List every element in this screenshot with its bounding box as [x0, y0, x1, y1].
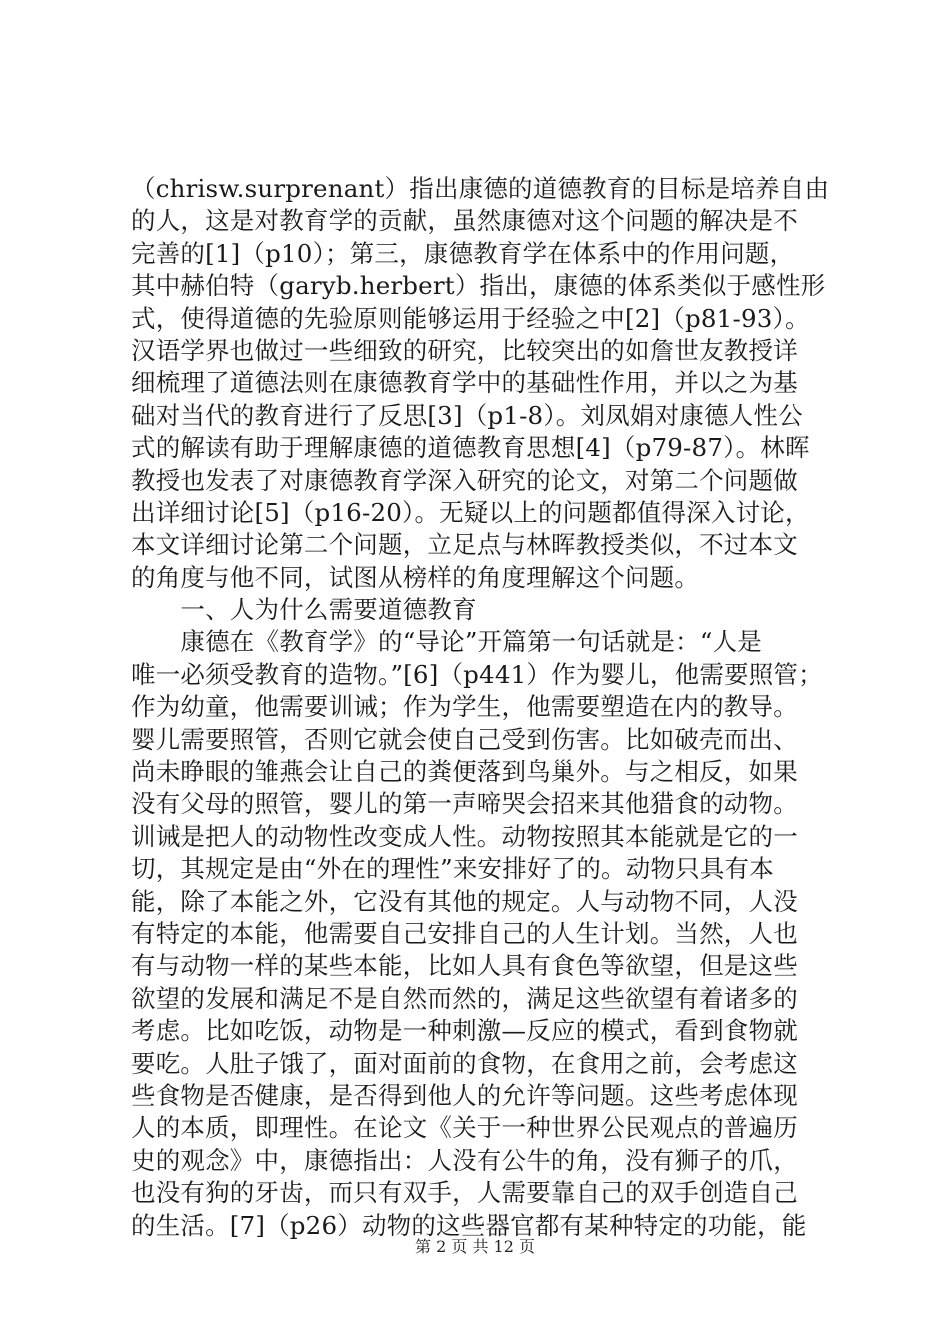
text-line: 式，使得道德的先验原则能够运用于经验之中[2]（p81-93）。: [131, 303, 810, 333]
text-line: 其中赫伯特（garyb.herbert）指出，康德的体系类似于感性形: [131, 271, 826, 301]
text-line: 考虑。比如吃饭，动物是一种刺激—反应的模式，看到食物就: [131, 1016, 798, 1046]
text-line: 的生活。[7]（p26）动物的这些器官都有某种特定的功能，能: [131, 1210, 807, 1240]
text-line: 有与动物一样的某些本能，比如人具有食色等欲望，但是这些: [131, 951, 798, 981]
text-line: 要吃。人肚子饿了，面对面前的食物，在食用之前，会考虑这: [131, 1048, 798, 1078]
text-line: 教授也发表了对康德教育学深入研究的论文，对第二个问题做: [131, 465, 798, 495]
text-line: 切，其规定是由“外在的理性”来安排好了的。动物只具有本: [131, 854, 774, 884]
text-line: 也没有狗的牙齿，而只有双手，人需要靠自己的双手创造自己: [131, 1178, 798, 1208]
text-line: 出详细讨论[5]（p16-20）。无疑以上的问题都值得深入讨论，: [131, 497, 810, 527]
text-line: 婴儿需要照管，否则它就会使自己受到伤害。比如破壳而出、: [131, 724, 798, 754]
text-line: 唯一必须受教育的造物。”[6]（p441）作为婴儿，他需要照管；: [131, 659, 823, 689]
body-text: [131, 173, 841, 1242]
text-line: 式的解读有助于理解康德的道德教育思想[4]（p79-87）。林晖: [131, 433, 810, 463]
text-line: （chrisw.surprenant）指出康德的道德教育的目标是培养自由: [131, 174, 830, 203]
text-line: 本文详细讨论第二个问题，立足点与林晖教授类似，不过本文: [131, 530, 798, 560]
text-line: 的角度与他不同，试图从榜样的角度理解这个问题。: [131, 562, 700, 592]
page-footer: 第 2 页 共 12 页: [415, 1237, 535, 1256]
text-line: 有特定的本能，他需要自己安排自己的人生计划。当然，人也: [131, 918, 798, 948]
text-line: 的人，这是对教育学的贡献，虽然康德对这个问题的解决是不: [131, 206, 798, 236]
text-line: 些食物是否健康，是否得到他人的允许等问题。这些考虑体现: [131, 1080, 798, 1110]
section-heading: 一、人为什么需要道德教育: [131, 595, 477, 625]
text-line: 完善的[1]（p10）；第三，康德教育学在体系中的作用问题，: [131, 238, 795, 268]
text-line: 能，除了本能之外，它没有其他的规定。人与动物不同，人没: [131, 886, 798, 916]
text-line: 人的本质，即理性。在论文《关于一种世界公民观点的普遍历: [131, 1113, 798, 1143]
text-line: 作为幼童，他需要训诫；作为学生，他需要塑造在内的教导。: [131, 692, 798, 722]
text-line: 没有父母的照管，婴儿的第一声啼哭会招来其他猎食的动物。: [131, 789, 798, 819]
text-line: 尚未睁眼的雏燕会让自己的粪便落到鸟巢外。与之相反，如果: [131, 757, 798, 787]
text-line: 细梳理了道德法则在康德教育学中的基础性作用，并以之为基: [131, 368, 798, 398]
text-line: 础对当代的教育进行了反思[3]（p1-8）。刘凤娟对康德人性公: [131, 400, 803, 430]
text-line: 汉语学界也做过一些细致的研究，比较突出的如詹世友教授详: [131, 335, 798, 365]
text-line: 欲望的发展和满足不是自然而然的，满足这些欲望有着诸多的: [131, 983, 798, 1013]
text-line: 康德在《教育学》的“导论”开篇第一句话就是：“人是: [131, 627, 762, 657]
text-line: 训诫是把人的动物性改变成人性。动物按照其本能就是它的一: [131, 821, 798, 851]
text-line: 史的观念》中，康德指出：人没有公牛的角，没有狮子的爪，: [131, 1145, 798, 1175]
